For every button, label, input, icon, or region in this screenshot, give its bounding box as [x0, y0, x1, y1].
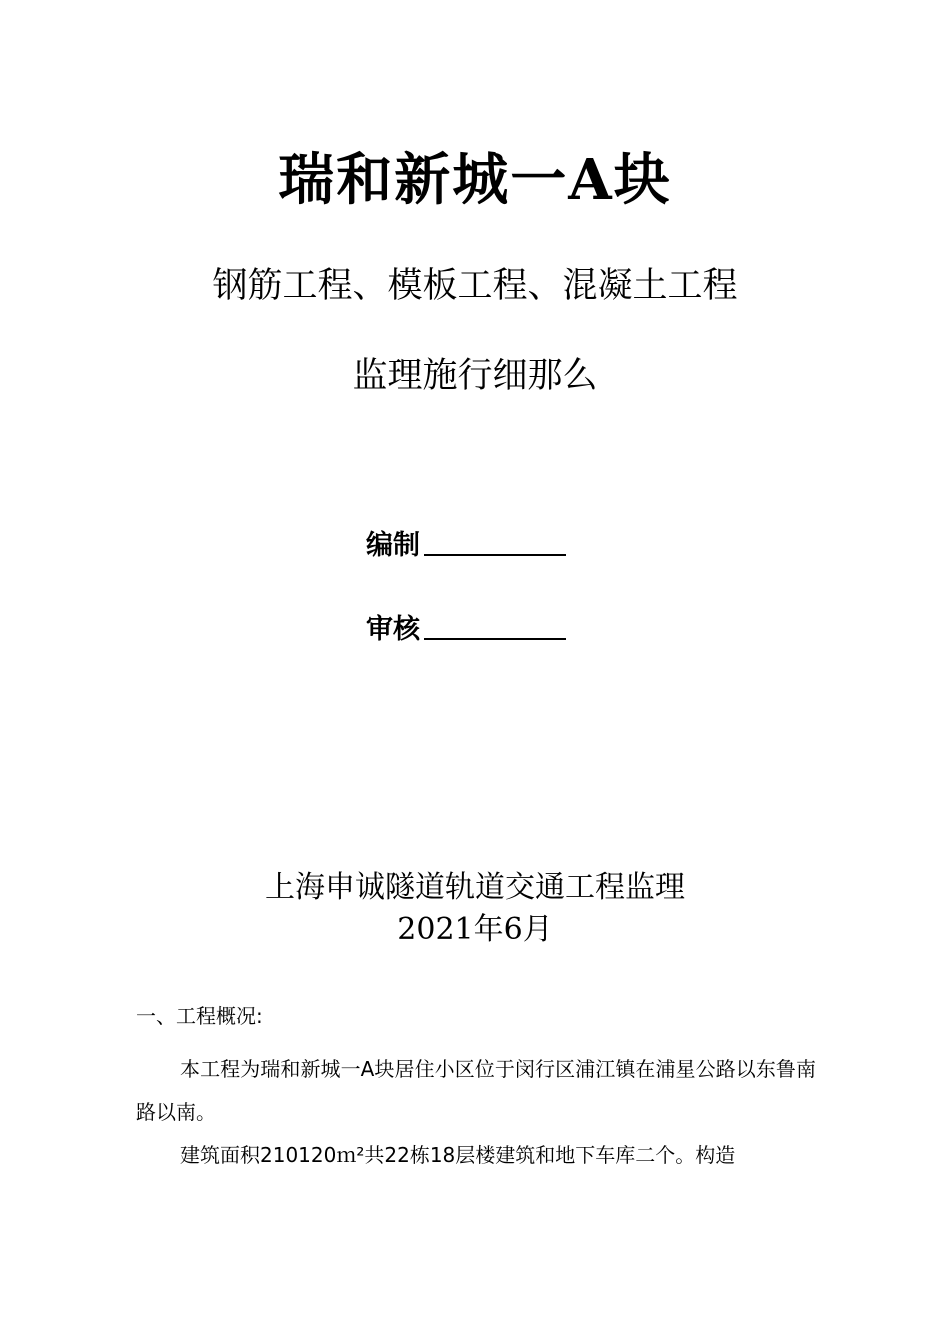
paragraph: 建筑面积210120ｍ²共22栋18层楼建筑和地下车库二个。构造	[180, 1143, 736, 1167]
main-title: 瑞和新城一A块	[278, 147, 672, 213]
compile-row	[366, 522, 566, 562]
review-signature-line	[424, 637, 566, 640]
subtitle-detail: 监理施行细那么	[352, 356, 598, 396]
compile-signature-line	[424, 553, 566, 556]
subtitle: 钢筋工程、模板工程、混凝土工程	[212, 266, 738, 306]
review-label: 审核	[366, 614, 420, 645]
review-row	[366, 606, 566, 646]
document-date: 2021年6月	[397, 912, 553, 947]
section-heading: 一、工程概况:	[136, 1004, 263, 1028]
organization-name: 上海申诚隧道轨道交通工程监理	[265, 870, 685, 905]
paragraph: 本工程为瑞和新城一A块居住小区位于闵行区浦江镇在浦星公路以东鲁南路以南。	[136, 1057, 816, 1124]
compile-label: 编制	[366, 530, 420, 561]
